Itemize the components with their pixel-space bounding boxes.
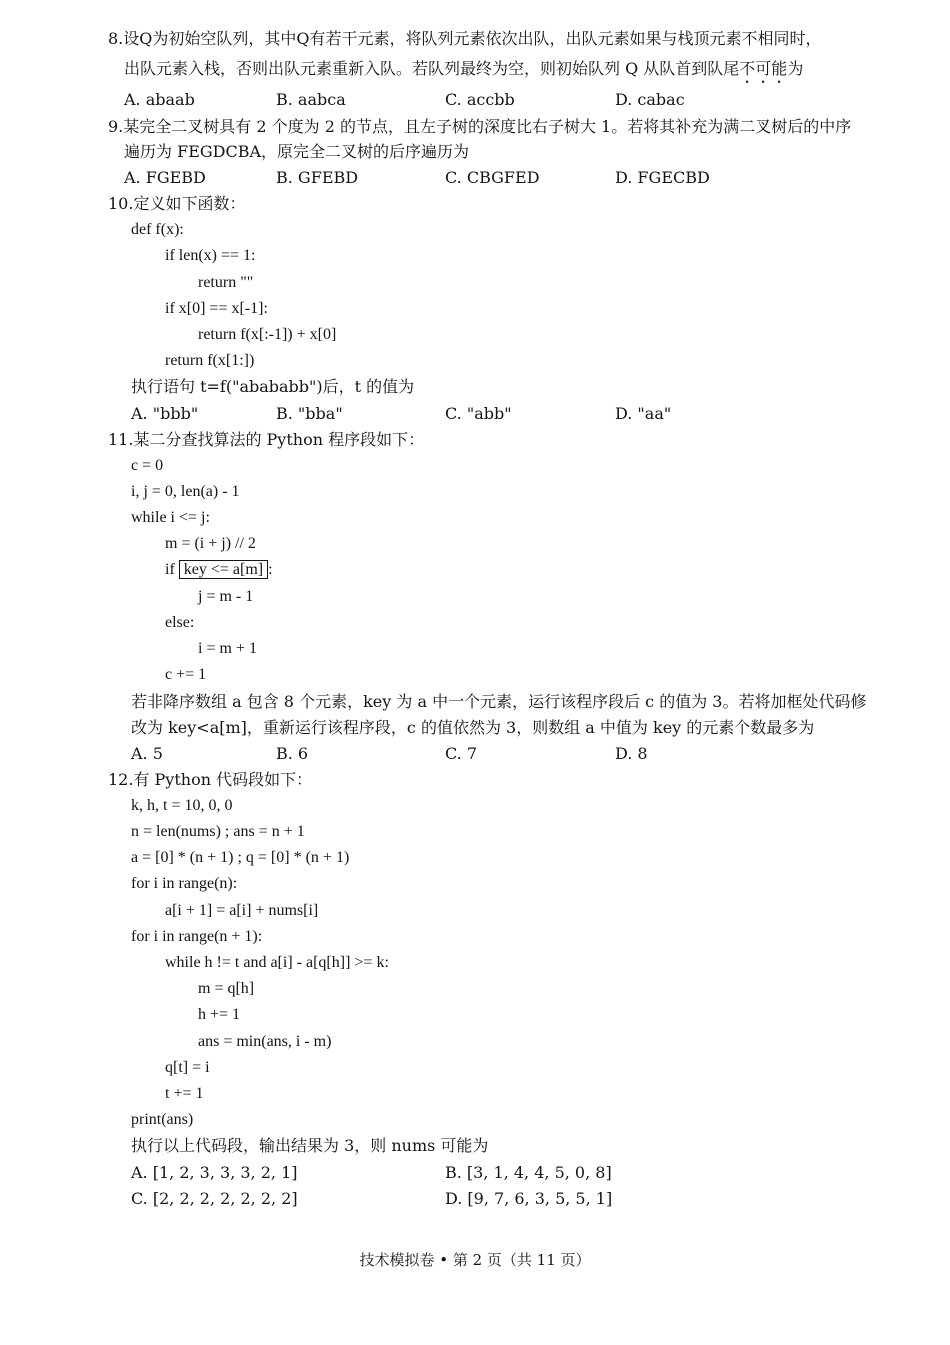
q11-option-c: C. 7 — [445, 744, 478, 763]
page-footer: 技术模拟卷 • 第 2 页（共 11 页） — [359, 1251, 591, 1269]
q8-cut-line — [0, 0, 950, 48]
q10-code-line: return f(x[1:]) — [165, 352, 255, 369]
q12-code-line: n = len(nums) ; ans = n + 1 — [131, 823, 305, 840]
q12-code-line: while h != t and a[i] - a[q[h]] >= k: — [165, 954, 389, 971]
q11-text2: 改为 key<a[m]，重新运行该程序段，c 的值依然为 3，则数组 a 中值为 key 的元素个数最多为 — [131, 718, 815, 737]
q11-code-line: i = m + 1 — [198, 640, 257, 657]
q9-line1: 9.某完全二叉树具有 2 个度为 2 的节点，且左子树的深度比右子树大 1。若将其补充为满二叉树后的中序 — [108, 117, 852, 136]
q12-code-line: for i in range(n + 1): — [131, 928, 263, 945]
q12-code-line: a[i + 1] = a[i] + nums[i] — [165, 902, 319, 919]
q10-code-line: return f(x[:-1]) + x[0] — [198, 326, 337, 343]
q10-option-a: A. "bbb" — [131, 404, 199, 423]
q10-line1: 10.定义如下函数： — [108, 194, 246, 213]
q11-code-line: m = (i + j) // 2 — [165, 535, 256, 552]
q10-question: 执行语句 t=f("abababb")后，t 的值为 — [131, 377, 415, 396]
q11-code-line: j = m - 1 — [198, 588, 254, 605]
q12-line1: 12.有 Python 代码段如下： — [108, 770, 313, 789]
q8-line1: 8.设Q为初始空队列，其中Q有若干元素，将队列元素依次出队，出队元素如果与栈顶元素不相同时， — [108, 29, 822, 48]
q11-if-colon: : — [268, 561, 273, 578]
q8-option-c: C. accbb — [445, 90, 515, 109]
q11-code-line: c = 0 — [131, 457, 164, 474]
q12-option-a: A. [1, 2, 3, 3, 3, 2, 1] — [131, 1163, 298, 1182]
q12-code-line: h += 1 — [198, 1006, 241, 1023]
q9-option-a: A. FGEBD — [124, 168, 206, 187]
q12-code-line: print(ans) — [131, 1111, 194, 1128]
q8-option-a: A. abaab — [124, 90, 195, 109]
q9-option-b: B. GFEBD — [276, 168, 359, 187]
q11-option-b: B. 6 — [276, 744, 309, 763]
q10-code-line: return "" — [198, 274, 254, 291]
q12-code-line: a = [0] * (n + 1) ; q = [0] * (n + 1) — [131, 849, 350, 866]
q11-code-line: while i <= j: — [131, 509, 210, 526]
q12-code-line: ans = min(ans, i - m) — [198, 1033, 332, 1050]
q11-boxed-condition: key <= a[m] — [179, 560, 268, 579]
q12-option-d: D. [9, 7, 6, 3, 5, 5, 1] — [445, 1189, 613, 1208]
q8-line2-emphasis: 不可能 — [739, 59, 788, 78]
q11-code-line: else: — [165, 614, 195, 631]
q10-code-line: if len(x) == 1: — [165, 247, 256, 264]
q10-code-line: def f(x): — [131, 221, 184, 238]
q10-option-c: C. "abb" — [445, 404, 512, 423]
q12-code-line: for i in range(n): — [131, 875, 238, 892]
q11-text1: 若非降序数组 a 包含 8 个元素，key 为 a 中一个元素，运行该程序段后 c 的值为 3。若将加框处代码修 — [131, 692, 867, 711]
q8-line2-end: 为 — [787, 59, 804, 78]
q11-option-a: A. 5 — [131, 744, 163, 763]
q11-if-keyword: if — [165, 561, 175, 578]
q9-line2: 遍历为 FEGDCBA，原完全二叉树的后序遍历为 — [124, 142, 470, 161]
q11-code-line: c += 1 — [165, 666, 207, 683]
q11-option-d: D. 8 — [615, 744, 648, 763]
q9-option-d: D. FGECBD — [615, 168, 710, 187]
q10-option-d: D. "aa" — [615, 404, 672, 423]
q12-code-line: k, h, t = 10, 0, 0 — [131, 797, 233, 814]
q9-option-c: C. CBGFED — [445, 168, 540, 187]
q12-code-line: m = q[h] — [198, 980, 255, 997]
q12-code-line: t += 1 — [165, 1085, 204, 1102]
q12-option-b: B. [3, 1, 4, 4, 5, 0, 8] — [445, 1163, 612, 1182]
q12-question: 执行以上代码段，输出结果为 3，则 nums 可能为 — [131, 1136, 489, 1155]
q11-code-line: i, j = 0, len(a) - 1 — [131, 483, 240, 500]
q11-line1: 11.某二分查找算法的 Python 程序段如下： — [108, 430, 425, 449]
q8-line2-text: 出队元素入栈，否则出队元素重新入队。若队列最终为空，则初始队列 Q 从队首到队尾 — [124, 59, 740, 78]
q10-option-b: B. "bba" — [276, 404, 343, 423]
q11-code-if-line — [165, 559, 273, 581]
q8-line2 — [124, 58, 803, 87]
q12-code-line: q[t] = i — [165, 1059, 210, 1076]
q8-option-d: D. cabac — [615, 90, 685, 109]
q8-option-b: B. aabca — [276, 90, 346, 109]
q12-option-c: C. [2, 2, 2, 2, 2, 2, 2] — [131, 1189, 298, 1208]
q10-code-line: if x[0] == x[-1]: — [165, 300, 268, 317]
